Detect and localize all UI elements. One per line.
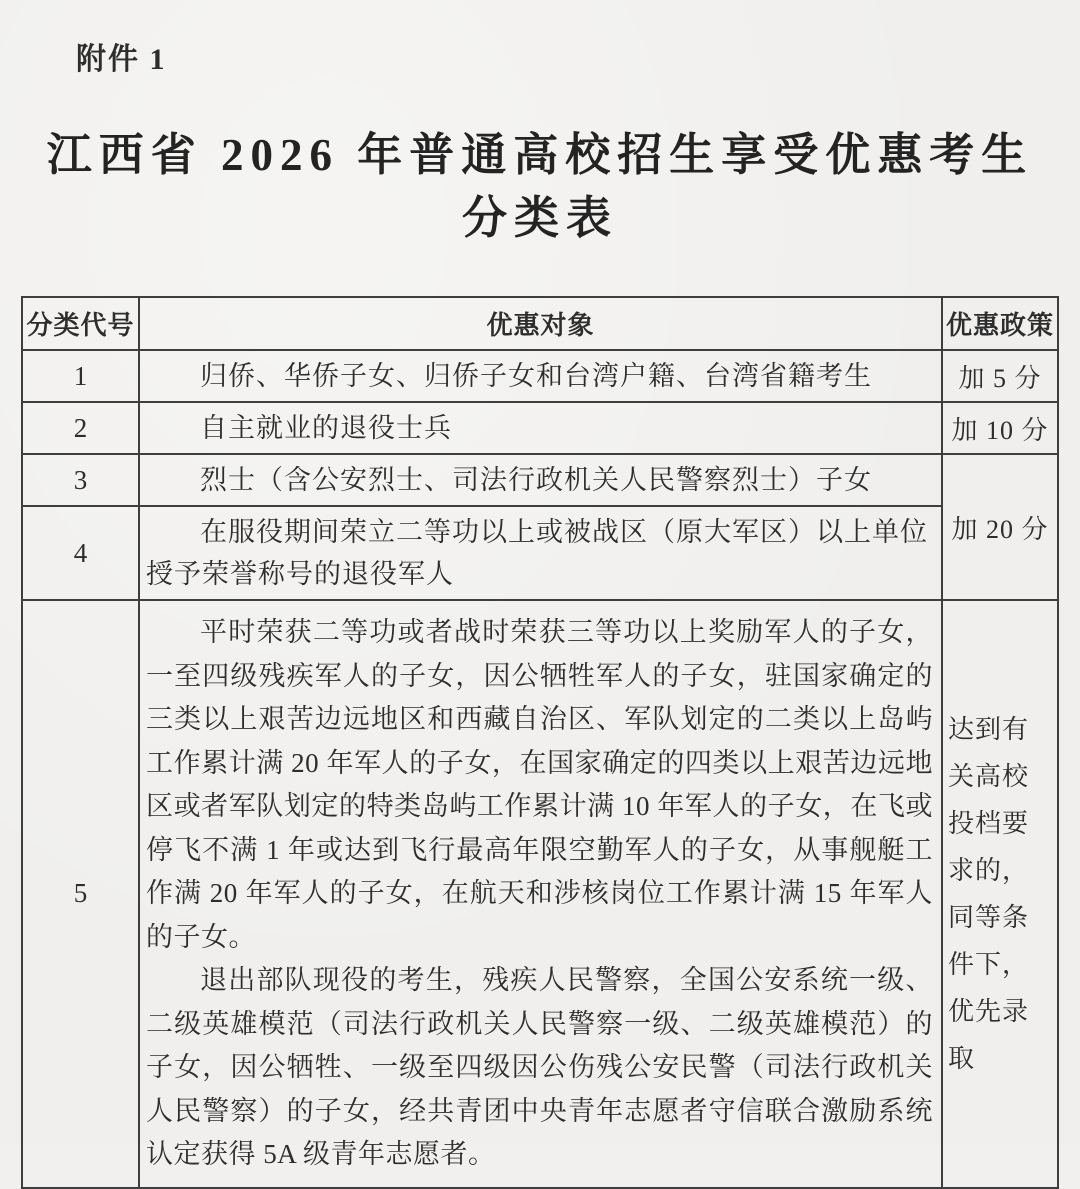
row-2-target: 自主就业的退役士兵 — [139, 402, 942, 454]
row-5-target — [139, 600, 942, 1188]
table-row-5 — [22, 600, 1058, 1188]
table-row-4 — [22, 506, 1058, 600]
table-header-row — [22, 297, 1058, 350]
row-1-policy: 加 5 分 — [942, 350, 1058, 402]
column-header-policy: 优惠政策 — [942, 297, 1058, 350]
row-4-code: 4 — [22, 506, 139, 600]
row-2-code: 2 — [22, 402, 139, 454]
row-5-target-paragraph-1: 平时荣获二等功或者战时荣获三等功以上奖励军人的子女，一至四级残疾军人的子女，因公牺牲军人的子女，驻国家确定的三类以上艰苦边远地区和西藏自治区、军队划定的二类以上岛屿工作累计满 20 年军人的子女，在国家确定的四类以上艰苦边远地区或者军队划定的特类岛屿工作累计满 10 年军人的子女，在飞或停飞不满 1 年或达到飞行最高年限空勤军人的子女，从事舰艇工作满 20 年军人的子女，在航天和涉核岗位工作累计满 15 年军人的子女。 — [146, 617, 933, 952]
column-header-code: 分类代号 — [22, 297, 139, 350]
row-2-policy: 加 10 分 — [942, 402, 1058, 454]
column-header-target: 优惠对象 — [139, 297, 942, 350]
preferential-classification-table — [21, 296, 1059, 1189]
row-5-code: 5 — [22, 600, 139, 1188]
row-1-target: 归侨、华侨子女、归侨子女和台湾户籍、台湾省籍考生 — [139, 350, 942, 402]
table-row-2 — [22, 402, 1058, 454]
row-3-target: 烈士（含公安烈士、司法行政机关人民警察烈士）子女 — [139, 454, 942, 506]
row-3-code: 3 — [22, 454, 139, 506]
row-1-code: 1 — [22, 350, 139, 402]
document-title — [0, 124, 1080, 250]
row-5-target-paragraph-2: 退出部队现役的考生，残疾人民警察，全国公安系统一级、二级英雄模范（司法行政机关人民警察一级、二级英雄模范）的子女，因公牺牲、一级至四级因公伤残公安民警（司法行政机关人民警察）的子女，经共青团中央青年志愿者守信联合激励系统认定获得 5A 级青年志愿者。 — [146, 965, 933, 1169]
table-row-3 — [22, 454, 1058, 506]
document-title-line-2: 分类表 — [461, 193, 618, 243]
document-title-line-1: 江西省 2026 年普通高校招生享受优惠考生 — [46, 130, 1034, 180]
row-5-policy: 达到有关高校投档要求的，同等条件下，优先录取 — [942, 600, 1058, 1188]
attachment-label: 附件 1 — [76, 43, 167, 76]
row-4-target: 在服役期间荣立二等功以上或被战区（原大军区）以上单位授予荣誉称号的退役军人 — [139, 506, 942, 600]
row-3-4-merged-policy: 加 20 分 — [942, 454, 1058, 600]
table-row-1 — [22, 350, 1058, 402]
